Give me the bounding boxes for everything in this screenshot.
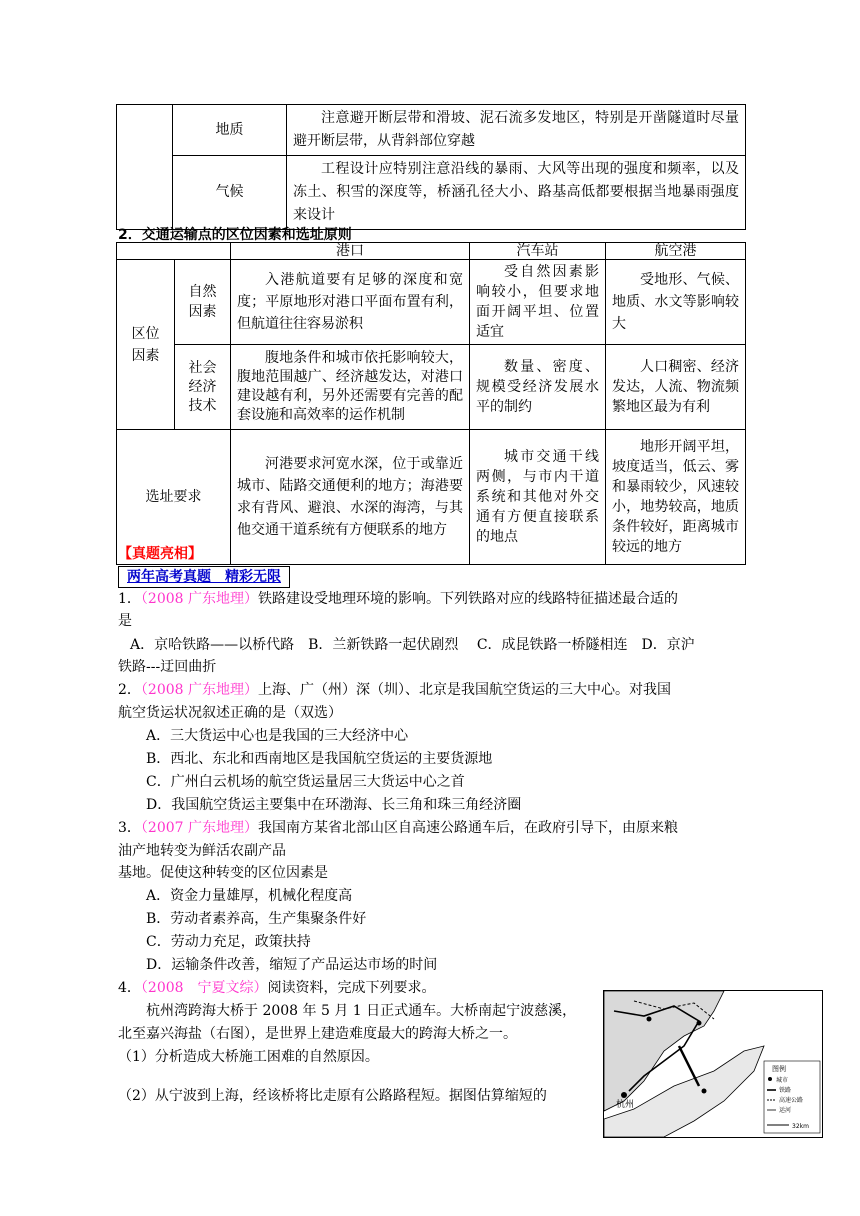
map-drawing bbox=[604, 991, 822, 1137]
question-3-stem bbox=[118, 817, 678, 839]
question-source: （2008 广东地理） bbox=[140, 682, 259, 698]
question-1-stem-cont: 是 bbox=[118, 613, 132, 629]
question-4-paragraph-1: 杭州湾跨海大桥于 2008 年 5 月 1 日正式通车。大桥南起宁波慈溪， bbox=[146, 1003, 577, 1019]
city-marker bbox=[697, 1021, 702, 1026]
legend-city-icon bbox=[768, 1077, 772, 1081]
real-exam-heading: 【真题亮相】 bbox=[118, 546, 202, 562]
geology-climate-table bbox=[116, 104, 746, 230]
natural-factor-label: 自然因素 bbox=[175, 260, 231, 345]
port-site-cell: 河港要求河宽水深，位于或靠近城市、陆路交通便利的地方；海港要求有背风、避浪、水深的海湾，与其他交通干道系统有方便联系的地方 bbox=[231, 430, 470, 565]
legend-title: 图例 bbox=[772, 1065, 786, 1073]
factor-desc-cell: 注意避开断层带和滑坡、泥石流多发地区，特别是开凿隧道时尽量避开断层带，从背斜部位穿越 bbox=[287, 105, 746, 156]
map-label-hangzhou: 杭州 bbox=[616, 1100, 635, 1110]
scale-label: 32km bbox=[792, 1123, 809, 1130]
table-row bbox=[117, 430, 746, 565]
factor-cell: 气候 bbox=[173, 156, 287, 230]
section-heading: 2．交通运输点的区位因素和选址原则 bbox=[118, 227, 352, 243]
question-4-stem bbox=[118, 977, 436, 999]
transport-location-table bbox=[116, 242, 746, 565]
question-text: 阅读资料，完成下列要求。 bbox=[267, 980, 436, 996]
header-port: 港口 bbox=[231, 243, 470, 260]
question-1-options: A．京哈铁路——以桥代路 B．兰新铁路一起伏剧烈 C．成昆铁路一桥隧相连 D．京沪 bbox=[130, 637, 695, 653]
question-2-option-b: B．西北、东北和西南地区是我国航空货运的主要货源地 bbox=[146, 751, 493, 767]
question-text: 铁路建设受地理环境的影响。下列铁路对应的线路特征描述最合适的 bbox=[258, 591, 679, 607]
question-text: 我国南方某省北部山区自高速公路通车后，在政府引导下，由原来粮 bbox=[258, 820, 679, 836]
site-requirement-label: 选址要求 bbox=[117, 430, 231, 565]
question-2-option-c: C．广州白云机场的航空货运量居三大货运中心之首 bbox=[146, 774, 465, 790]
bus-natural-cell: 受自然因素影响较小，但要求地面开阔平坦、位置适宜 bbox=[470, 260, 606, 345]
hangzhou-bay-map bbox=[603, 990, 823, 1138]
question-4-paragraph-2: 北至嘉兴海盐（右图），是世界上建造难度最大的跨海大桥之一。 bbox=[118, 1026, 517, 1042]
header-blank bbox=[117, 243, 231, 260]
question-source: （2007 广东地理） bbox=[140, 820, 259, 836]
airport-site-cell: 地形开阔平坦，坡度适当，低云、雾和暴雨较少，风速较小，地势较高，地质条件较好，距离城市较远的地方 bbox=[606, 430, 746, 565]
social-factor-label: 社会经济技术 bbox=[175, 345, 231, 430]
table-blank-cell bbox=[117, 105, 173, 230]
question-source: （2008 宁夏文综） bbox=[140, 980, 268, 996]
factor-cell: 地质 bbox=[173, 105, 287, 156]
legend-highway: 高速公路 bbox=[779, 1097, 804, 1104]
question-3-stem-cont2: 基地。促使这种转变的区位因素是 bbox=[118, 865, 328, 881]
port-social-cell: 腹地条件和城市依托影响较大，腹地范围越广、经济越发达，对港口建设越有利，另外还需要有完善的配套设施和高效率的运作机制 bbox=[231, 345, 470, 430]
header-airport: 航空港 bbox=[606, 243, 746, 260]
question-3-option-b: B．劳动者素养高，生产集聚条件好 bbox=[146, 911, 367, 927]
question-4-sub-1: （1）分析造成大桥施工困难的自然原因。 bbox=[118, 1049, 379, 1065]
question-4-sub-2: （2）从宁波到上海，经该桥将比走原有公路路程短。据图估算缩短的 bbox=[118, 1088, 547, 1104]
question-1-stem bbox=[118, 588, 678, 610]
airport-natural-cell: 受地形、气候、地质、水文等影响较大 bbox=[606, 260, 746, 345]
question-2-option-d: D．我国航空货运主要集中在环渤海、长三角和珠三角经济圈 bbox=[146, 797, 522, 813]
question-source: （2008 广东地理） bbox=[140, 591, 259, 607]
question-2-stem-cont: 航空货运状况叙述正确的是（双选） bbox=[118, 705, 342, 721]
question-number: 1． bbox=[118, 591, 141, 607]
bus-social-cell: 数量、密度、规模受经济发展水平的制约 bbox=[470, 345, 606, 430]
question-2-stem bbox=[118, 679, 671, 701]
question-number: 4． bbox=[118, 980, 141, 996]
table-row bbox=[117, 105, 746, 156]
city-marker bbox=[702, 1089, 707, 1094]
airport-social-cell: 人口稠密、经济发达，人流、物流频繁地区最为有利 bbox=[606, 345, 746, 430]
city-marker bbox=[621, 1092, 627, 1098]
question-3-option-d: D．运输条件改善，缩短了产品运达市场的时间 bbox=[146, 957, 438, 973]
question-number: 2． bbox=[118, 682, 141, 698]
table-row bbox=[117, 156, 746, 230]
table-row bbox=[117, 260, 746, 345]
legend-canal: 运河 bbox=[779, 1107, 792, 1114]
question-text: 上海、广（州）深（圳）、北京是我国航空货运的三大中心。对我国 bbox=[258, 682, 672, 698]
table-row bbox=[117, 345, 746, 430]
question-1-options-cont: 铁路---迂回曲折 bbox=[118, 659, 217, 675]
location-factor-label: 区位因素 bbox=[117, 260, 175, 430]
factor-desc-cell: 工程设计应特别注意沿线的暴雨、大风等出现的强度和频率，以及冻土、积雪的深度等，桥涵孔径大小、路基高低都要根据当地暴雨强度来设计 bbox=[287, 156, 746, 230]
bus-site-cell: 城市交通干线两侧，与市内干道系统和其他对外交通有方便直接联系的地点 bbox=[470, 430, 606, 565]
exam-tag-box: 两年高考真题 精彩无限 bbox=[118, 566, 290, 588]
question-3-stem-cont: 油产地转变为鲜活农副产品 bbox=[118, 843, 286, 859]
legend-city: 城市 bbox=[776, 1077, 789, 1084]
question-2-option-a: A．三大货运中心也是我国的三大经济中心 bbox=[146, 728, 409, 744]
port-natural-cell: 入港航道要有足够的深度和宽度；平原地形对港口平面布置有利，但航道往往容易淤积 bbox=[231, 260, 470, 345]
header-bus-station: 汽车站 bbox=[470, 243, 606, 260]
question-3-option-c: C．劳动力充足，政策扶持 bbox=[146, 934, 311, 950]
question-3-option-a: A．资金力量雄厚，机械化程度高 bbox=[146, 888, 353, 904]
legend-rail: 铁路 bbox=[779, 1087, 792, 1094]
city-marker bbox=[647, 1017, 652, 1022]
question-number: 3． bbox=[118, 820, 141, 836]
table-header-row bbox=[117, 243, 746, 260]
